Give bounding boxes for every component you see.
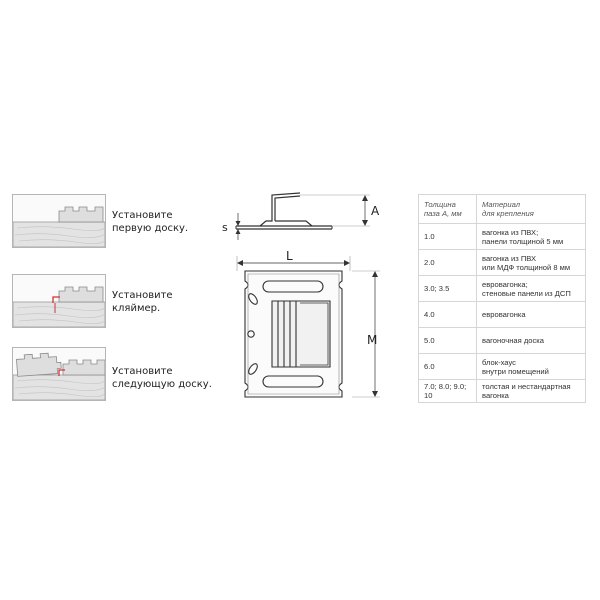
table-row	[419, 354, 586, 380]
cell-material: евровагонка	[477, 302, 586, 328]
cell-material: вагонка из ПВХ или МДФ толщиной 8 мм	[477, 250, 586, 276]
cell-thickness: 3.0; 3.5	[419, 276, 477, 302]
cell-thickness: 1.0	[419, 224, 477, 250]
clamp-side-view	[236, 193, 371, 240]
dimension-l-label: L	[286, 249, 293, 263]
clamp-diagram	[220, 185, 410, 410]
dimension-a-label: A	[371, 204, 380, 218]
header-material: Материал для крепления	[477, 195, 586, 224]
clamp-top-view	[245, 271, 342, 397]
cell-thickness: 5.0	[419, 328, 477, 354]
header-thickness: Толщина паза А, мм	[419, 195, 477, 224]
cell-material: толстая и нестандартная вагонка	[477, 380, 586, 403]
table-row	[419, 328, 586, 354]
cell-thickness: 2.0	[419, 250, 477, 276]
cell-material: вагоночная доска	[477, 328, 586, 354]
cell-thickness: 7.0; 8.0; 9.0; 10	[419, 380, 477, 403]
cell-thickness: 6.0	[419, 354, 477, 380]
cell-material: евровагонка; стеновые панели из ДСП	[477, 276, 586, 302]
step-3-image	[12, 347, 106, 401]
step-1-image	[12, 194, 106, 248]
step-2-text: Установите кляймер.	[112, 290, 173, 314]
table-row	[419, 276, 586, 302]
dimension-m-label: M	[367, 333, 378, 347]
step-2-image	[12, 274, 106, 328]
spec-table	[418, 194, 586, 403]
table-row	[419, 250, 586, 276]
table-row	[419, 302, 586, 328]
dimension-s-label: s	[222, 221, 228, 234]
cell-material: вагонка из ПВХ; панели толщиной 5 мм	[477, 224, 586, 250]
table-row	[419, 224, 586, 250]
cell-thickness: 4.0	[419, 302, 477, 328]
step-1-text: Установите первую доску.	[112, 210, 189, 234]
step-3-text: Установите следующую доску.	[112, 366, 212, 390]
table-row	[419, 380, 586, 403]
table-header-row	[419, 195, 586, 224]
cell-material: блок-хаус внутри помещений	[477, 354, 586, 380]
